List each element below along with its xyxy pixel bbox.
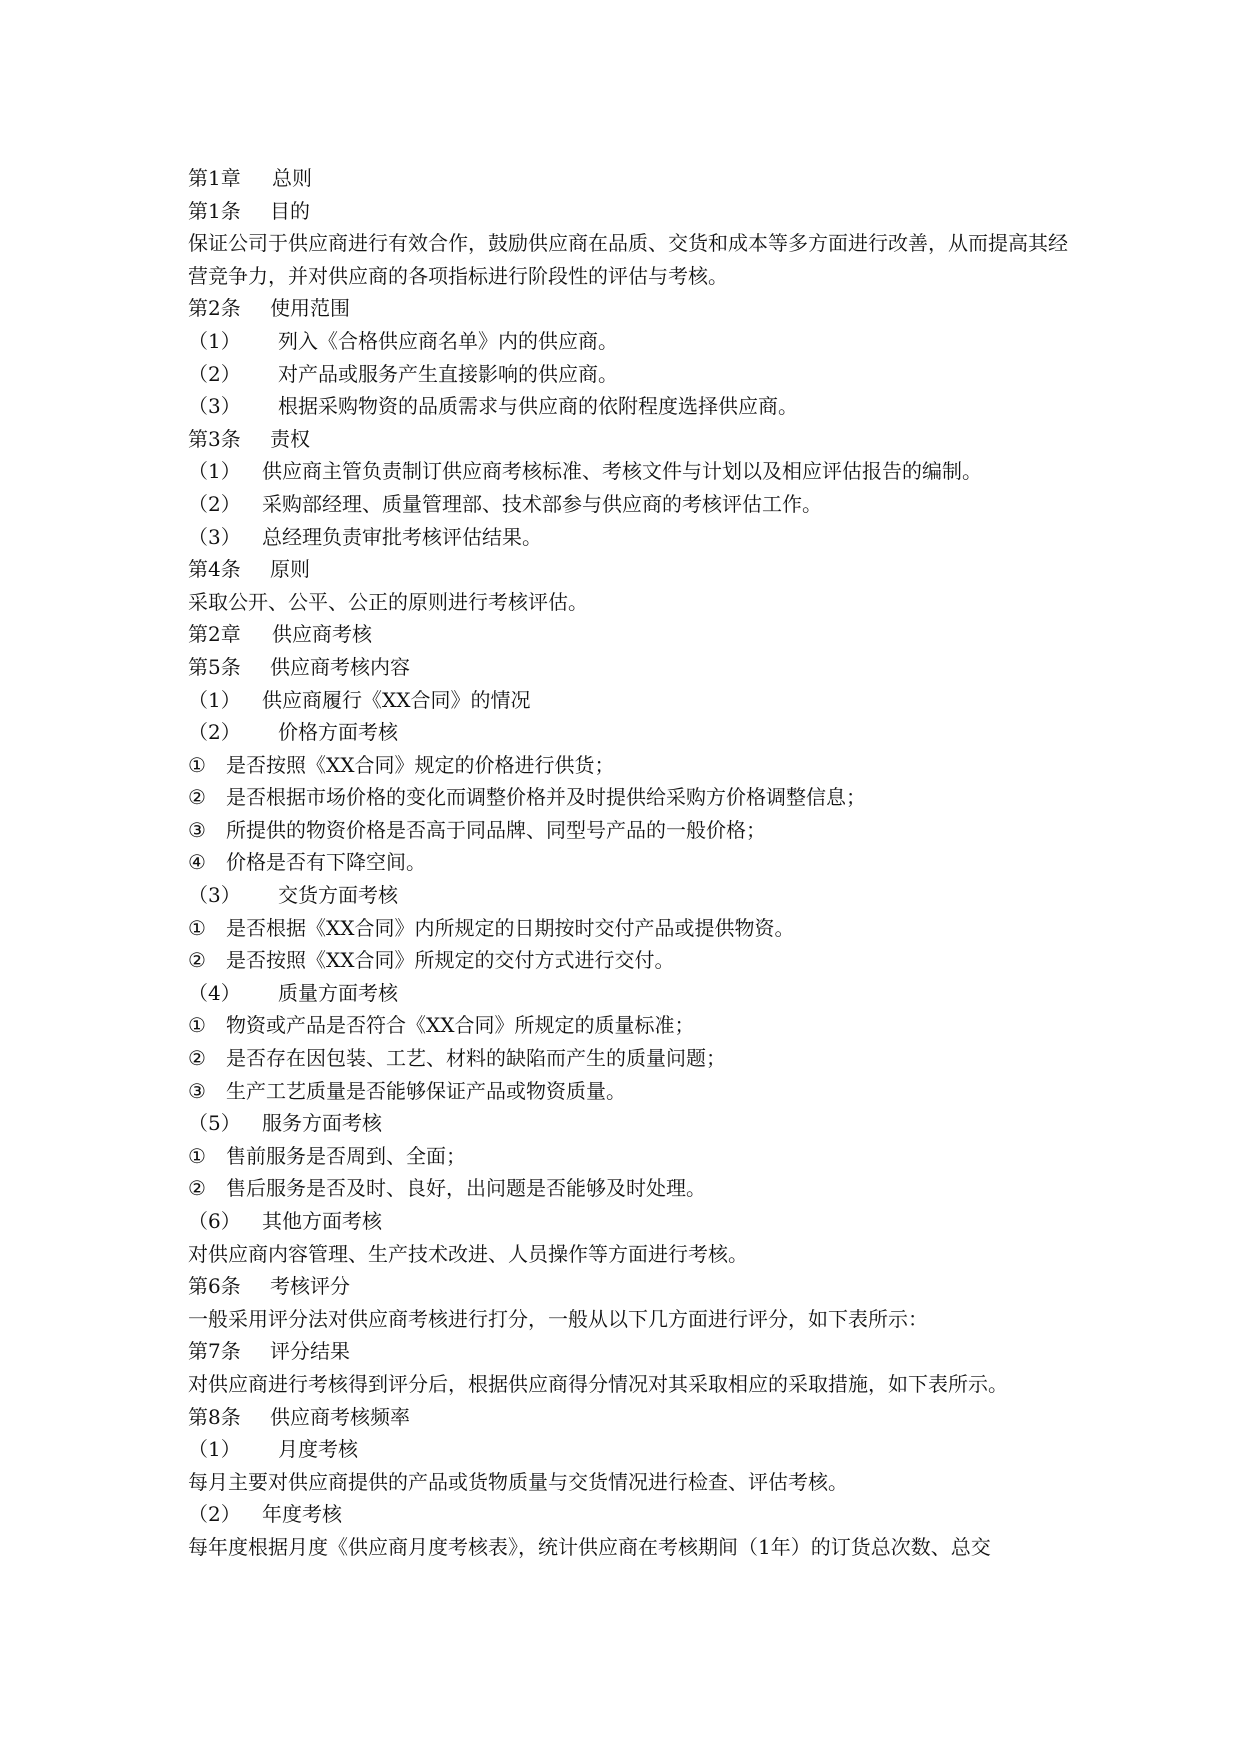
circled-number: ③ — [188, 817, 206, 842]
numbered-item — [188, 521, 1068, 554]
article-heading — [188, 1401, 1068, 1434]
item-number: （1） — [188, 459, 241, 484]
chapter-title: 总则 — [272, 166, 312, 190]
article-title: 责权 — [270, 426, 310, 451]
paragraph: 一般采用评分法对供应商考核进行打分，一般从以下几方面进行评分，如下表所示： — [188, 1306, 928, 1331]
article-heading — [188, 1270, 1068, 1303]
numbered-item — [188, 488, 1068, 521]
paragraph: 保证公司于供应商进行有效合作，鼓励供应商在品质、交货和成本等多方面进行改善，从而提高其经营竞争力，并对供应商的各项指标进行阶段性的评估与考核。 — [188, 231, 1068, 288]
chapter-heading — [188, 162, 1068, 195]
circled-item — [188, 1009, 1068, 1042]
circled-number: ② — [188, 785, 206, 810]
item-text: 采购部经理、质量管理部、技术部参与供应商的考核评估工作。 — [262, 491, 822, 516]
article-title: 考核评分 — [270, 1274, 350, 1299]
item-text: 所提供的物资价格是否高于同品牌、同型号产品的一般价格； — [226, 817, 766, 842]
numbered-item — [188, 390, 1068, 423]
item-number: （3） — [188, 524, 241, 549]
item-text: 是否根据市场价格的变化而调整价格并及时提供给采购方价格调整信息； — [226, 785, 866, 810]
item-text: 价格是否有下降空间。 — [226, 850, 426, 875]
chapter-label: 第2章 — [188, 622, 241, 647]
circled-number: ① — [188, 1143, 206, 1168]
item-number: （1） — [188, 328, 241, 353]
item-number: （4） — [188, 980, 241, 1005]
circled-item — [188, 814, 1068, 847]
article-heading — [188, 423, 1068, 456]
paragraph: 每月主要对供应商提供的产品或货物质量与交货情况进行检查、评估考核。 — [188, 1469, 848, 1494]
circled-number: ② — [188, 1046, 206, 1071]
article-label: 第6条 — [188, 1274, 241, 1299]
numbered-item — [188, 1498, 1068, 1531]
article-heading — [188, 292, 1068, 325]
circled-item — [188, 749, 1068, 782]
article-title: 评分结果 — [270, 1339, 350, 1364]
article-label: 第2条 — [188, 296, 241, 321]
article-label: 第8条 — [188, 1404, 241, 1429]
circled-item — [188, 781, 1068, 814]
numbered-item — [188, 325, 1068, 358]
item-text: 质量方面考核 — [278, 980, 398, 1005]
item-text: 总经理负责审批考核评估结果。 — [262, 524, 542, 549]
circled-number: ③ — [188, 1078, 206, 1103]
item-text: 是否按照《XX合同》规定的价格进行供货； — [226, 752, 615, 777]
item-text: 列入《合格供应商名单》内的供应商。 — [278, 328, 618, 353]
circled-item — [188, 1075, 1068, 1108]
article-title: 使用范围 — [270, 296, 350, 321]
item-number: （2） — [188, 720, 241, 745]
item-text: 交货方面考核 — [278, 883, 398, 908]
numbered-item — [188, 684, 1068, 717]
item-number: （6） — [188, 1209, 241, 1233]
numbered-item — [188, 879, 1068, 912]
paragraph: 每年度根据月度《供应商月度考核表》，统计供应商在考核期间（1年）的订货总次数、总交 — [188, 1534, 991, 1559]
item-number: （1） — [188, 687, 241, 712]
item-text: 服务方面考核 — [262, 1111, 382, 1136]
circled-number: ② — [188, 1176, 206, 1201]
article-label: 第3条 — [188, 426, 241, 451]
article-heading — [188, 1335, 1068, 1368]
item-number: （2） — [188, 491, 241, 516]
circled-item — [188, 1140, 1068, 1173]
chapter-title: 供应商考核 — [272, 622, 372, 647]
article-title: 目的 — [270, 198, 310, 223]
item-text: 年度考核 — [262, 1502, 342, 1527]
item-text: 其他方面考核 — [262, 1209, 382, 1233]
item-text: 供应商主管负责制订供应商考核标准、考核文件与计划以及相应评估报告的编制。 — [262, 459, 982, 484]
circled-number: ① — [188, 752, 206, 777]
item-text: 售后服务是否及时、良好，出问题是否能够及时处理。 — [226, 1176, 706, 1201]
circled-number: ② — [188, 948, 206, 973]
article-title: 原则 — [270, 557, 310, 582]
chapter-heading — [188, 618, 1068, 651]
item-number: （2） — [188, 361, 241, 386]
circled-item — [188, 1042, 1068, 1075]
article-title: 供应商考核内容 — [270, 654, 410, 679]
circled-item — [188, 912, 1068, 945]
item-text: 物资或产品是否符合《XX合同》所规定的质量标准； — [226, 1013, 695, 1038]
article-label: 第5条 — [188, 654, 241, 679]
paragraph: 采取公开、公平、公正的原则进行考核评估。 — [188, 589, 588, 614]
article-heading — [188, 553, 1068, 586]
numbered-item — [188, 977, 1068, 1010]
item-number: （2） — [188, 1502, 241, 1527]
article-label: 第4条 — [188, 557, 241, 582]
numbered-item — [188, 1433, 1068, 1466]
numbered-item — [188, 1107, 1068, 1140]
numbered-item — [188, 716, 1068, 749]
circled-item — [188, 944, 1068, 977]
article-label: 第7条 — [188, 1339, 241, 1364]
item-text: 生产工艺质量是否能够保证产品或物资质量。 — [226, 1078, 626, 1103]
article-title: 供应商考核频率 — [270, 1404, 410, 1429]
item-text: 是否按照《XX合同》所规定的交付方式进行交付。 — [226, 948, 675, 973]
item-text: 根据采购物资的品质需求与供应商的依附程度选择供应商。 — [278, 394, 798, 419]
numbered-item — [188, 455, 1068, 488]
article-heading — [188, 195, 1068, 228]
item-number: （3） — [188, 883, 241, 908]
numbered-item — [188, 358, 1068, 391]
circled-number: ④ — [188, 850, 206, 875]
item-number: （5） — [188, 1111, 241, 1136]
item-text: 是否存在因包装、工艺、材料的缺陷而产生的质量问题； — [226, 1046, 726, 1071]
item-text: 月度考核 — [278, 1437, 358, 1462]
circled-item — [188, 1172, 1068, 1205]
numbered-item — [188, 1205, 1068, 1238]
circled-item — [188, 846, 1068, 879]
item-text: 是否根据《XX合同》内所规定的日期按时交付产品或提供物资。 — [226, 915, 795, 940]
article-label: 第1条 — [188, 198, 241, 223]
item-text: 售前服务是否周到、全面； — [226, 1143, 466, 1168]
paragraph: 对供应商内容管理、生产技术改进、人员操作等方面进行考核。 — [188, 1241, 748, 1266]
item-text: 供应商履行《XX合同》的情况 — [262, 687, 531, 712]
paragraph: 对供应商进行考核得到评分后，根据供应商得分情况对其采取相应的采取措施，如下表所示。 — [188, 1371, 1008, 1396]
chapter-label: 第1章 — [188, 166, 241, 190]
item-number: （1） — [188, 1437, 241, 1462]
circled-number: ① — [188, 915, 206, 940]
circled-number: ① — [188, 1013, 206, 1038]
item-text: 对产品或服务产生直接影响的供应商。 — [278, 361, 618, 386]
item-text: 价格方面考核 — [278, 720, 398, 745]
item-number: （3） — [188, 394, 241, 419]
article-heading — [188, 651, 1068, 684]
document-page — [188, 162, 1068, 1564]
